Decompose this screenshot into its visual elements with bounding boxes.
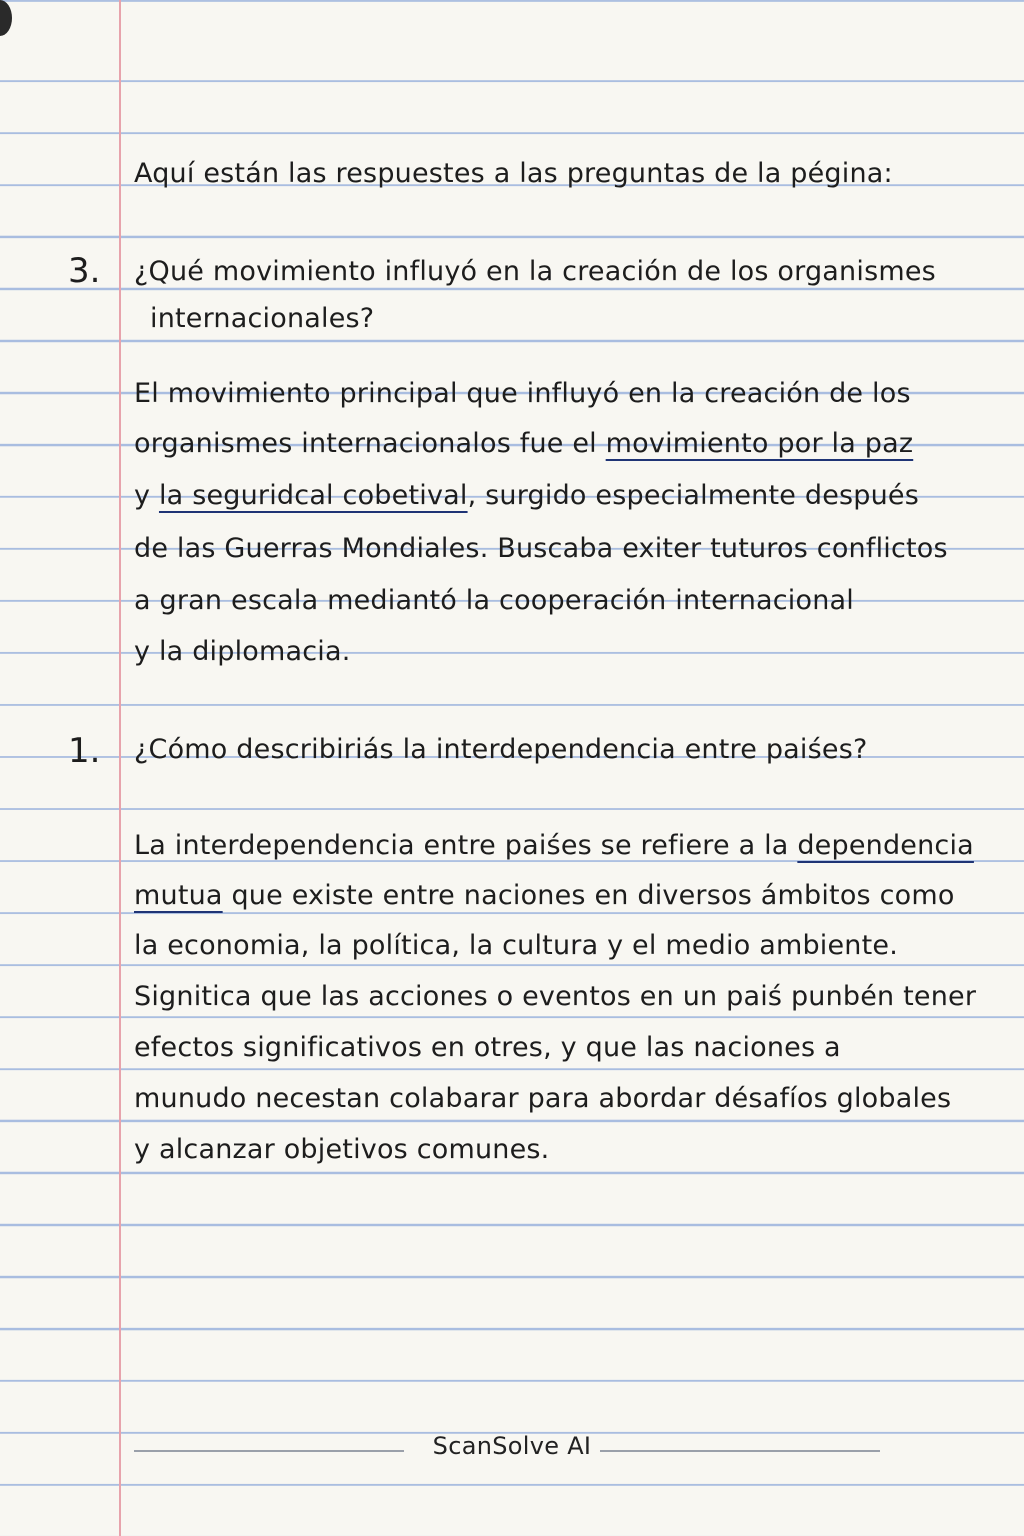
answer-1-line-5: efectos significativos en otres, y que las naciones a [134,1032,841,1063]
answer-1-line-1-text: La interdependencia entre paiśes se refiere a la [134,830,798,861]
answer-1-line-3: la economia, la política, la cultura y el medio ambiente. [134,930,898,961]
answer-3-line-3-prefix: y [134,480,159,511]
answer-1-line-2-text: que existe entre naciones en diversos ámbitos como [222,880,955,911]
answer-1-line-2 [134,882,955,909]
question-1-text: ¿Cómo describiriás la interdependencia entre paiśes? [134,734,868,765]
question-3-line-2: internacionales? [150,303,375,334]
question-number-1: 1. [68,731,101,771]
answer-3-line-5: a gran escala mediantó la cooperación internacional [134,585,854,616]
answer-3-line-4: de las Guerras Mondiales. Buscaba exiter tuturos conflictos [134,533,948,564]
answer-3-line-2 [134,430,913,457]
answer-3-line-1: El movimiento principal que influyó en la creación de los [134,378,911,409]
answer-1-line-4: Signitica que las acciones o eventos en un paiś punbén tener [134,981,977,1012]
answer-3-line-2-text: organismes internacionalos fue el [134,428,606,459]
answer-3-line-6: y la diplomacia. [134,636,351,667]
answer-1-line-6: munudo necestan colabarar para abordar désafíos globales [134,1083,952,1114]
underlined-word-dependencia: dependencia [797,830,974,861]
question-number-3: 3. [68,251,101,291]
intro-text: Aquí están las respuestes a las preguntas de la pégina: [134,158,893,189]
answer-3-line-3 [134,482,919,509]
footer-brand: ScanSolve AI [432,1432,592,1460]
answer-1-line-7: y alcanzar objetivos comunes. [134,1134,550,1165]
question-3-line-1: ¿Qué movimiento influyó en la creación de los organismes [134,256,936,287]
underlined-phrase-collective-security: la seguridcal cobetival [158,480,468,511]
answer-3-line-3-suffix: , surgido especialmente después [467,480,920,511]
punch-hole [0,0,12,36]
underlined-phrase-peace-movement: movimiento por la paz [605,428,914,459]
answer-1-line-1 [134,832,974,859]
underlined-word-mutua: mutua [134,880,223,911]
margin-line [119,0,121,1536]
